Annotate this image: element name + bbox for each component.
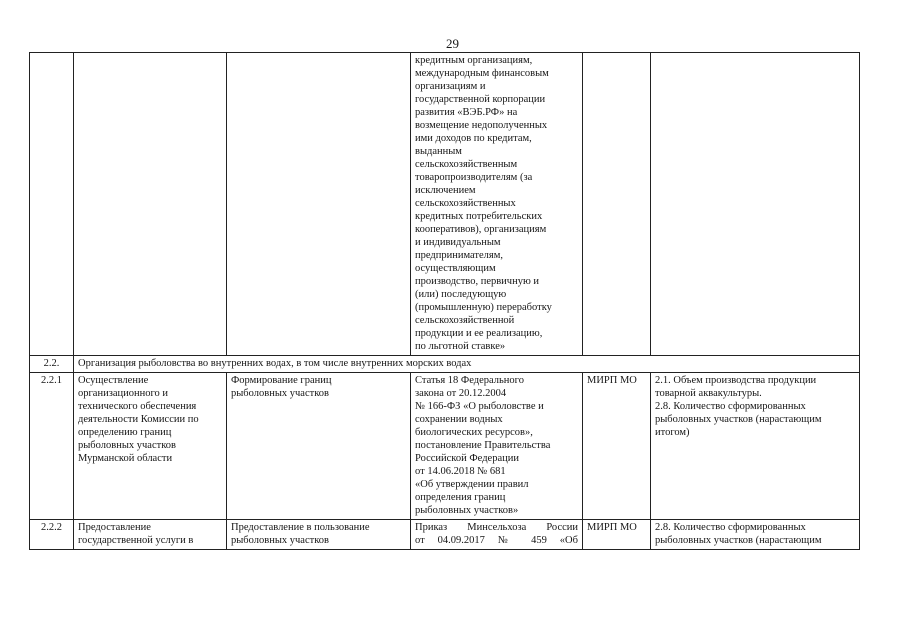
executor-text: МИРП МО <box>587 522 637 533</box>
text-line: организационного и <box>78 388 169 399</box>
text-line: сохранении водных <box>415 414 503 425</box>
cell-result <box>227 373 411 520</box>
cell-number: 2.2.1 <box>30 373 74 520</box>
text-line: Предоставление <box>78 522 151 533</box>
text-line: определения границ <box>415 492 506 503</box>
cell-number <box>30 53 74 356</box>
text-line: Статья 18 Федерального <box>415 375 524 386</box>
text-line: Предоставление в пользование <box>231 522 370 533</box>
text-line: сельскохозяйственных <box>415 198 516 209</box>
text-line: технического обеспечения <box>78 401 197 412</box>
cell-indicator <box>651 373 860 520</box>
text-line: производство, первичную и <box>415 276 540 287</box>
cell-executor <box>583 53 651 356</box>
text-line: рыболовных участков (нарастающим <box>655 414 822 425</box>
section-row <box>30 356 860 373</box>
text-line: 2.8. Количество сформированных <box>655 401 806 412</box>
text-line: рыболовных участков (нарастающим <box>655 535 822 546</box>
table-row <box>30 520 860 550</box>
text-line: ими доходов по кредитам, <box>415 133 532 144</box>
text-line: «Об утверждении правил <box>415 479 529 490</box>
text-line: кооперативов), организациям <box>415 224 547 235</box>
cell-legal-basis <box>411 53 583 356</box>
cell-indicator <box>651 520 860 550</box>
table-row <box>30 53 860 356</box>
text-line: организациям и <box>415 81 486 92</box>
text-line: рыболовных участков» <box>415 505 519 516</box>
text-line: товаропроизводителям (за <box>415 172 533 183</box>
cell-legal-basis <box>411 520 583 550</box>
text-line: Формирование границ <box>231 375 332 386</box>
text-line: (или) последующую <box>415 289 507 300</box>
text-line: продукции и ее реализацию, <box>415 328 543 339</box>
text-line: рыболовных участков <box>78 440 176 451</box>
cell-executor: МИРП МО <box>583 373 651 520</box>
text-line: исключением <box>415 185 476 196</box>
cell-legal-basis <box>411 373 583 520</box>
text-line: выданным <box>415 146 462 157</box>
text-line: государственной услуги в <box>78 535 194 546</box>
text-line: развития «ВЭБ.РФ» на <box>415 107 518 118</box>
text-line: итогом) <box>655 427 690 438</box>
text-line: сельскохозяйственной <box>415 315 515 326</box>
text-line: осуществляющим <box>415 263 496 274</box>
cell-executor <box>583 520 651 550</box>
text-line: 2.1. Объем производства продукции <box>655 375 817 386</box>
text-line: предпринимателям, <box>415 250 504 261</box>
text-line: сельскохозяйственным <box>415 159 518 170</box>
text-line: возмещение недополученных <box>415 120 548 131</box>
text-line: постановление Правительства <box>415 440 551 451</box>
text-line: и индивидуальным <box>415 237 501 248</box>
text-line: деятельности Комиссии по <box>78 414 199 425</box>
text-line: № 166-ФЗ «О рыболовстве и <box>415 401 544 412</box>
text-line: рыболовных участков <box>231 388 329 399</box>
cell-measure <box>74 53 227 356</box>
table-row <box>30 373 860 520</box>
text-line: кредитных потребительских <box>415 211 543 222</box>
text-line: Российской Федерации <box>415 453 519 464</box>
cell-measure <box>74 520 227 550</box>
measures-table <box>29 52 860 550</box>
text-line: закона от 20.12.2004 <box>415 388 507 399</box>
text-line: рыболовных участков <box>231 535 329 546</box>
page-number: 29 <box>446 36 459 51</box>
text-line: Мурманской области <box>78 453 173 464</box>
text-line: определению границ <box>78 427 172 438</box>
section-number: 2.2. <box>30 356 74 373</box>
cell-measure <box>74 373 227 520</box>
cell-indicator <box>651 53 860 356</box>
cell-number: 2.2.2 <box>30 520 74 550</box>
cell-result <box>227 520 411 550</box>
text-line: государственной корпорации <box>415 94 546 105</box>
text-line: 2.8. Количество сформированных <box>655 522 806 533</box>
text-line: Осуществление <box>78 375 149 386</box>
text-line: международным финансовым <box>415 68 549 79</box>
text-line: (промышленную) переработку <box>415 302 552 313</box>
text-line: Приказ Минсельхоза России <box>415 522 578 533</box>
text-line: кредитным организациям, <box>415 55 533 66</box>
cell-result <box>227 53 411 356</box>
text-line: товарной аквакультуры. <box>655 388 762 399</box>
section-title: Организация рыболовства во внутренних водах, в том числе внутренних морских водах <box>74 356 860 373</box>
text-line: от 04.09.2017 № 459 «Об <box>415 535 578 546</box>
text-line: биологических ресурсов», <box>415 427 533 438</box>
text-line: от 14.06.2018 № 681 <box>415 466 506 477</box>
text-line: по льготной ставке» <box>415 341 506 352</box>
